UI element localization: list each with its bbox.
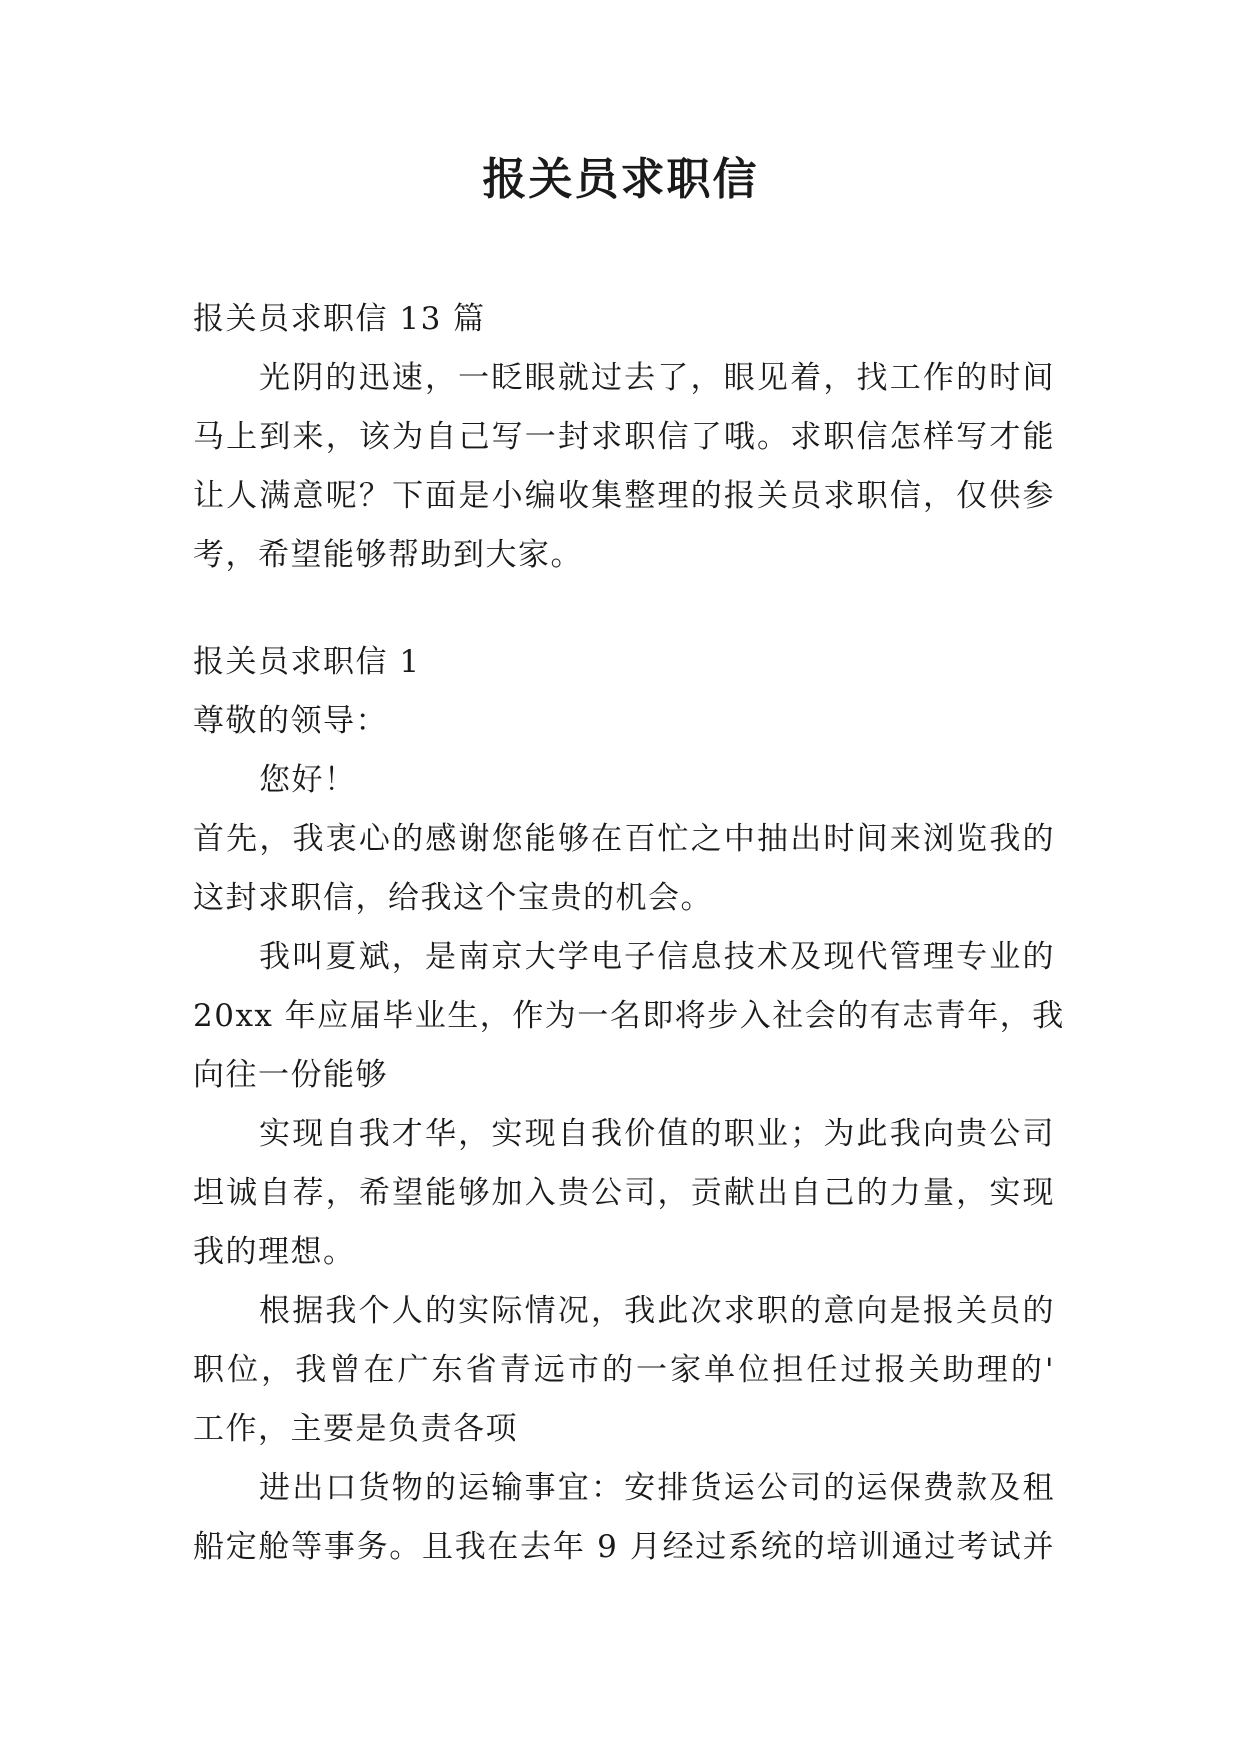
text-line: 我的理想。 (193, 1234, 356, 1270)
text-line: 工作，主要是负责各项 (193, 1411, 518, 1447)
text-line: 职位，我曾在广东省青远市的一家单位担任过报关助理的' (193, 1352, 1055, 1388)
text-line: 马上到来，该为自己写一封求职信了哦。求职信怎样写才能 (193, 419, 1055, 455)
document-body (193, 290, 1065, 1577)
text-line: 这封求职信，给我这个宝贵的机会。 (193, 880, 713, 916)
text-line: 船定舱等事务。且我在去年 9 月经过系统的培训通过考试并 (193, 1529, 1055, 1565)
section-heading: 报关员求职信 1 (193, 644, 421, 680)
text-line: 让人满意呢？下面是小编收集整理的报关员求职信，仅供参 (193, 478, 1055, 514)
salutation-line: 尊敬的领导： (193, 703, 388, 739)
text-line: 进出口货物的运输事宜：安排货运公司的运保费款及租 (259, 1470, 1055, 1506)
text-line: 实现自我才华，实现自我价值的职业；为此我向贵公司 (259, 1116, 1055, 1152)
subtitle-line: 报关员求职信 13 篇 (193, 301, 486, 337)
text-line: 考，希望能够帮助到大家。 (193, 537, 583, 573)
document-title: 报关员求职信 (482, 154, 759, 205)
text-line: 光阴的迅速，一眨眼就过去了，眼见着，找工作的时间 (259, 360, 1055, 396)
text-line: 根据我个人的实际情况，我此次求职的意向是报关员的 (259, 1293, 1055, 1329)
paragraph-gap (193, 585, 1055, 633)
text-line: 首先，我衷心的感谢您能够在百忙之中抽出时间来浏览我的 (193, 821, 1055, 857)
text-line: 向往一份能够 (193, 1057, 388, 1093)
greeting-line: 您好！ (259, 762, 357, 798)
text-line: 坦诚自荐，希望能够加入贵公司，贡献出自己的力量，实现 (193, 1175, 1055, 1211)
text-line: 20xx 年应届毕业生，作为一名即将步入社会的有志青年，我 (193, 998, 1065, 1034)
text-line: 我叫夏斌，是南京大学电子信息技术及现代管理专业的 (259, 939, 1055, 975)
